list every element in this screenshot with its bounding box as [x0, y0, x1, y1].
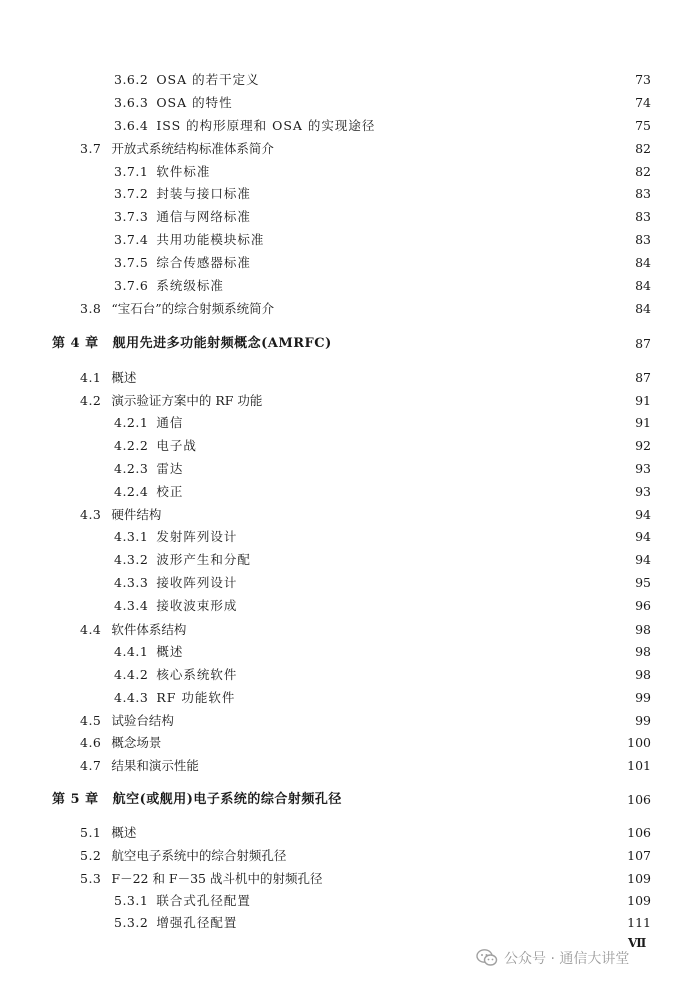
toc-entry[interactable] — [80, 298, 651, 320]
entry-title: 波形产生和分配 — [156, 552, 251, 567]
toc-entry[interactable] — [80, 504, 651, 526]
entry-number: 3.6.2 — [114, 72, 149, 87]
toc-entry[interactable] — [80, 845, 651, 867]
entry-page: 106 — [627, 825, 651, 840]
entry-title: 开放式系统结构标准体系简介 — [111, 141, 274, 156]
entry-number: 4.4 — [80, 622, 102, 637]
entry-page: 111 — [627, 915, 651, 930]
toc-entry[interactable] — [80, 390, 651, 412]
leader-dots — [326, 868, 623, 890]
leader-dots — [278, 138, 631, 160]
entry-number: 3.6.3 — [114, 95, 149, 110]
entry-page: 92 — [635, 438, 651, 453]
entry-number: 5.3.1 — [114, 893, 149, 908]
entry-page: 94 — [635, 552, 651, 567]
leader-dots — [346, 789, 623, 811]
watermark-text: 公众号 · 通信大讲堂 — [504, 951, 630, 967]
entry-title: 封装与接口标准 — [156, 186, 251, 201]
toc-entry[interactable] — [114, 275, 651, 297]
leader-dots — [379, 115, 631, 137]
entry-number: 4.2.2 — [114, 438, 149, 453]
leader-dots — [201, 435, 631, 457]
entry-title: 演示验证方案中的 RF 功能 — [111, 393, 263, 408]
toc-entry[interactable] — [114, 595, 651, 617]
entry-page: 98 — [635, 667, 651, 682]
toc-entry[interactable] — [114, 890, 651, 912]
entry-page: 82 — [635, 164, 651, 179]
leader-dots — [203, 755, 623, 777]
entry-title: 系统级标准 — [156, 278, 224, 293]
entry-page: 84 — [635, 278, 651, 293]
chapter-title: 舰用先进多功能射频概念(AMRFC) — [112, 336, 332, 351]
leader-dots — [187, 458, 631, 480]
entry-title: 概述 — [111, 370, 137, 385]
leader-dots — [255, 890, 623, 912]
entry-page: 83 — [635, 232, 651, 247]
toc-entry[interactable] — [80, 367, 651, 389]
entry-number: 5.3.2 — [114, 915, 149, 930]
entry-page: 84 — [635, 255, 651, 270]
chapter-title: 航空(或舰用)电子系统的综合射频孔径 — [112, 792, 342, 807]
toc-entry[interactable] — [114, 687, 651, 709]
leader-dots — [255, 183, 631, 205]
entry-title: 共用功能模块标准 — [156, 232, 265, 247]
entry-title: ISS 的构形原理和 OSA 的实现途径 — [156, 118, 376, 133]
entry-page: 91 — [635, 393, 651, 408]
entry-title: 软件体系结构 — [111, 622, 187, 637]
entry-number: 4.2 — [80, 393, 102, 408]
entry-title: 结果和演示性能 — [111, 758, 199, 773]
toc-entry[interactable] — [114, 69, 651, 91]
entry-page: 99 — [635, 713, 651, 728]
entry-title: 联合式孔径配置 — [156, 893, 251, 908]
toc-entry[interactable] — [80, 710, 651, 732]
leader-dots — [190, 619, 631, 641]
entry-title: 航空电子系统中的综合射频孔径 — [111, 848, 287, 863]
entry-number: 4.4.2 — [114, 667, 149, 682]
entry-page: 83 — [635, 209, 651, 224]
leader-dots — [255, 206, 631, 228]
entry-page: 74 — [635, 95, 651, 110]
entry-page: 94 — [635, 529, 651, 544]
toc-entry[interactable] — [114, 458, 651, 480]
leader-dots — [241, 572, 631, 594]
entry-page: 82 — [635, 141, 651, 156]
leader-dots — [165, 504, 631, 526]
entry-page: 84 — [635, 301, 651, 316]
toc-entry[interactable] — [80, 868, 651, 890]
toc-entry[interactable] — [114, 526, 651, 548]
entry-number: 5.1 — [80, 825, 102, 840]
page-number: Ⅶ — [628, 936, 647, 950]
entry-number: 3.7.6 — [114, 278, 149, 293]
toc-entry[interactable] — [114, 435, 651, 457]
entry-number: 3.7.3 — [114, 209, 149, 224]
entry-number: 4.4.1 — [114, 644, 149, 659]
entry-title: “宝石台”的综合射频系统简介 — [111, 301, 275, 316]
leader-dots — [187, 412, 631, 434]
entry-title: 概述 — [111, 825, 137, 840]
toc-entry[interactable] — [114, 412, 651, 434]
entry-title: 接收阵列设计 — [156, 575, 238, 590]
entry-number: 3.7.1 — [114, 164, 149, 179]
leader-dots — [214, 161, 631, 183]
toc-entry[interactable] — [114, 664, 651, 686]
entry-number: 4.1 — [80, 370, 102, 385]
entry-title: 增强孔径配置 — [156, 915, 238, 930]
entry-title: 发射阵列设计 — [156, 529, 238, 544]
entry-page: 98 — [635, 644, 651, 659]
entry-page: 91 — [635, 415, 651, 430]
entry-number: 4.6 — [80, 735, 102, 750]
toc-entry[interactable] — [80, 619, 651, 641]
toc-entry[interactable] — [114, 115, 651, 137]
entry-title: 核心系统软件 — [156, 667, 238, 682]
leader-dots — [187, 641, 631, 663]
entry-title: 电子战 — [156, 438, 197, 453]
entry-page: 87 — [635, 370, 651, 385]
toc-entry[interactable] — [80, 755, 651, 777]
toc-entry[interactable] — [114, 183, 651, 205]
wechat-icon — [476, 948, 498, 968]
leader-dots — [255, 549, 631, 571]
watermark — [476, 944, 629, 972]
toc-entry[interactable] — [114, 229, 651, 251]
entry-number: 5.2 — [80, 848, 102, 863]
entry-page: 95 — [635, 575, 651, 590]
entry-title: RF 功能软件 — [156, 690, 236, 705]
entry-page: 83 — [635, 186, 651, 201]
entry-number: 4.3.3 — [114, 575, 149, 590]
entry-number: 4.7 — [80, 758, 102, 773]
entry-number: 3.7.5 — [114, 255, 149, 270]
entry-number: 3.7.4 — [114, 232, 149, 247]
entry-number: 3.6.4 — [114, 118, 149, 133]
entry-title: 软件标准 — [156, 164, 211, 179]
leader-dots — [241, 595, 631, 617]
entry-page: 94 — [635, 507, 651, 522]
toc-entry[interactable] — [114, 912, 651, 934]
entry-title: F－22 和 F－35 战斗机中的射频孔径 — [111, 871, 323, 886]
entry-page: 109 — [627, 893, 651, 908]
entry-number: 3.8 — [80, 301, 102, 316]
entry-number: 3.7 — [80, 141, 102, 156]
toc-entry[interactable] — [114, 641, 651, 663]
entry-number: 5.3 — [80, 871, 102, 886]
entry-title: 综合传感器标准 — [156, 255, 251, 270]
leader-dots — [187, 481, 631, 503]
leader-dots — [278, 298, 631, 320]
entry-title: 接收波束形成 — [156, 598, 238, 613]
entry-number: 3.7.2 — [114, 186, 149, 201]
entry-page: 73 — [635, 72, 651, 87]
entry-number: 4.2.1 — [114, 415, 149, 430]
toc-entry[interactable] — [114, 252, 651, 274]
toc-entry[interactable] — [114, 481, 651, 503]
leader-dots — [268, 229, 631, 251]
entry-page: 107 — [627, 848, 651, 863]
leader-dots — [237, 92, 631, 114]
entry-title: 雷达 — [156, 461, 184, 476]
toc-entry[interactable] — [114, 549, 651, 571]
entry-number: 4.3.4 — [114, 598, 149, 613]
toc-chapter[interactable] — [52, 789, 651, 811]
leader-dots — [228, 275, 631, 297]
entry-title: 校正 — [156, 484, 184, 499]
entry-page: 99 — [635, 690, 651, 705]
toc-entry[interactable] — [80, 732, 651, 754]
chapter-number: 第 4 章 — [52, 336, 99, 351]
entry-page: 106 — [627, 792, 651, 807]
chapter-number: 第 5 章 — [52, 792, 99, 807]
entry-number: 4.2.3 — [114, 461, 149, 476]
entry-title: 概念场景 — [111, 735, 162, 750]
leader-dots — [255, 252, 631, 274]
entry-page: 93 — [635, 461, 651, 476]
entry-number: 4.3.1 — [114, 529, 149, 544]
leader-dots — [239, 687, 631, 709]
entry-page: 109 — [627, 871, 651, 886]
toc-entry[interactable] — [114, 572, 651, 594]
toc-entry[interactable] — [114, 92, 651, 114]
entry-title: 概述 — [156, 644, 184, 659]
entry-page: 100 — [627, 735, 651, 750]
leader-dots — [165, 732, 623, 754]
entry-title: 硬件结构 — [111, 507, 162, 522]
entry-page: 93 — [635, 484, 651, 499]
leader-dots — [241, 912, 623, 934]
leader-dots — [336, 333, 631, 355]
toc-entry[interactable] — [80, 138, 651, 160]
leader-dots — [241, 526, 631, 548]
leader-dots — [140, 367, 631, 389]
leader-dots — [290, 845, 623, 867]
entry-page: 98 — [635, 622, 651, 637]
entry-page: 101 — [627, 758, 651, 773]
toc-chapter[interactable] — [52, 333, 651, 355]
entry-page: 87 — [635, 336, 651, 351]
entry-title: 试验台结构 — [111, 713, 174, 728]
toc-entry[interactable] — [80, 822, 651, 844]
leader-dots — [264, 69, 631, 91]
entry-number: 4.5 — [80, 713, 102, 728]
entry-number: 4.3.2 — [114, 552, 149, 567]
entry-number: 4.2.4 — [114, 484, 149, 499]
leader-dots — [241, 664, 631, 686]
entry-page: 75 — [635, 118, 651, 133]
toc-entry[interactable] — [114, 161, 651, 183]
leader-dots — [266, 390, 631, 412]
leader-dots — [178, 710, 631, 732]
leader-dots — [140, 822, 623, 844]
entry-title: OSA 的特性 — [156, 95, 233, 110]
entry-title: 通信 — [156, 415, 184, 430]
entry-title: OSA 的若干定义 — [156, 72, 260, 87]
entry-number: 4.3 — [80, 507, 102, 522]
entry-title: 通信与网络标准 — [156, 209, 251, 224]
entry-number: 4.4.3 — [114, 690, 149, 705]
toc-entry[interactable] — [114, 206, 651, 228]
entry-page: 96 — [635, 598, 651, 613]
